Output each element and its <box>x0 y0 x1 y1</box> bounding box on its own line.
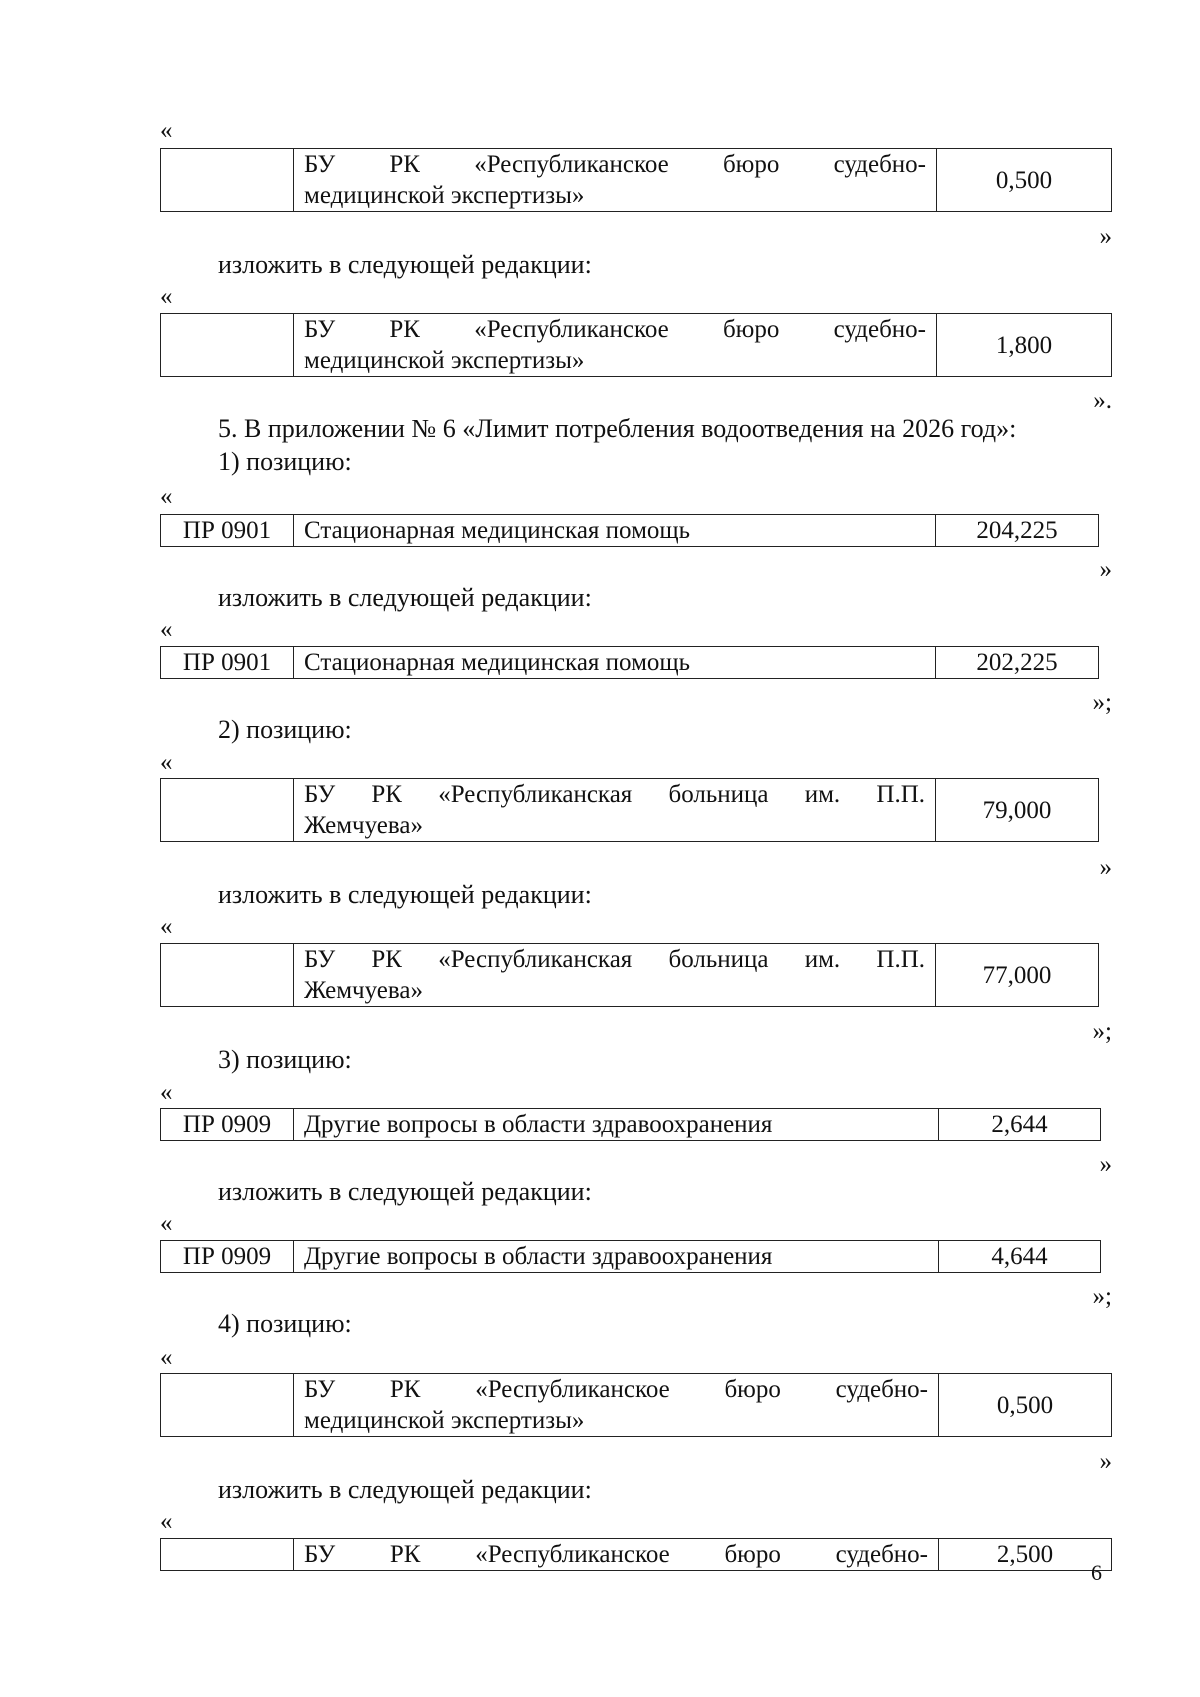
row-name-line1: БУ РК «Республиканское бюро судебно- <box>304 1376 928 1403</box>
row-value: 77,000 <box>936 944 1099 1007</box>
row-value: 1,800 <box>937 314 1112 377</box>
row-name <box>294 314 937 377</box>
row-value: 0,500 <box>937 149 1112 212</box>
table-row-e-old <box>160 1373 1112 1437</box>
row-name <box>294 944 936 1007</box>
amend-phrase: изложить в следующей редакции: <box>218 1475 592 1504</box>
row-code <box>161 944 294 1007</box>
row-value: 79,000 <box>936 779 1099 842</box>
row-name-line1: БУ РК «Республиканское бюро судебно- <box>304 316 926 343</box>
item-1-label: 1) позицию: <box>218 447 352 476</box>
row-name: Другие вопросы в области здравоохранения <box>294 1109 939 1141</box>
row-name-line2: медицинской экспертизы» <box>304 1407 585 1434</box>
row-name-line1: БУ РК «Республиканское бюро судебно- <box>304 151 926 178</box>
row-value: 4,644 <box>939 1241 1101 1273</box>
row-value: 0,500 <box>939 1374 1112 1437</box>
page-number: 6 <box>1091 1560 1102 1585</box>
row-code: ПР 0909 <box>161 1241 294 1273</box>
table-row-d-old <box>160 1108 1101 1141</box>
table-row-d-new <box>160 1240 1101 1273</box>
row-name-line2: Жемчуева» <box>304 977 423 1004</box>
row-name-line1: БУ РК «Республиканская больница им. П.П. <box>304 781 925 808</box>
row-name-line1: БУ РК «Республиканская больница им. П.П. <box>304 946 925 973</box>
close-quote: » <box>1099 1151 1112 1178</box>
row-name: Другие вопросы в области здравоохранения <box>294 1241 939 1273</box>
open-quote: « <box>160 283 173 310</box>
table-row-b-old <box>160 514 1099 547</box>
open-quote: « <box>160 1344 173 1371</box>
amend-phrase: изложить в следующей редакции: <box>218 880 592 909</box>
row-name <box>294 149 937 212</box>
open-quote: « <box>160 483 173 510</box>
amend-phrase: изложить в следующей редакции: <box>218 250 592 279</box>
row-code <box>161 779 294 842</box>
row-value: 202,225 <box>936 647 1099 679</box>
row-name-line2: медицинской экспертизы» <box>304 347 585 374</box>
close-quote: »; <box>1092 1283 1112 1310</box>
row-code <box>161 314 294 377</box>
item-3-label: 3) позицию: <box>218 1045 352 1074</box>
table-row-e-new <box>160 1538 1112 1571</box>
table-row-b-new <box>160 646 1099 679</box>
open-quote: « <box>160 616 173 643</box>
open-quote: « <box>160 1079 173 1106</box>
amend-phrase: изложить в следующей редакции: <box>218 583 592 612</box>
row-code: ПР 0909 <box>161 1109 294 1141</box>
row-name <box>294 1539 939 1571</box>
row-name-line1: БУ РК «Республиканское бюро судебно- <box>304 1541 928 1568</box>
open-quote: « <box>160 749 173 776</box>
row-name: Стационарная медицинская помощь <box>294 515 936 547</box>
row-name-line2: Жемчуева» <box>304 812 423 839</box>
close-quote: » <box>1099 854 1112 881</box>
close-quote: ». <box>1093 387 1112 414</box>
row-code: ПР 0901 <box>161 647 294 679</box>
close-quote: » <box>1099 223 1112 250</box>
open-quote: « <box>160 1508 173 1535</box>
row-name: Стационарная медицинская помощь <box>294 647 936 679</box>
close-quote: »; <box>1092 689 1112 716</box>
row-code <box>161 1374 294 1437</box>
close-quote: »; <box>1092 1018 1112 1045</box>
item-2-label: 2) позицию: <box>218 715 352 744</box>
row-value: 2,500 <box>939 1539 1112 1571</box>
amend-phrase: изложить в следующей редакции: <box>218 1177 592 1206</box>
row-code <box>161 1539 294 1571</box>
row-code: ПР 0901 <box>161 515 294 547</box>
table-row-a-old <box>160 148 1112 212</box>
table-row-c-new <box>160 943 1099 1007</box>
table-row-c-old <box>160 778 1099 842</box>
row-value: 204,225 <box>936 515 1099 547</box>
open-quote: « <box>160 117 173 144</box>
close-quote: » <box>1099 556 1112 583</box>
row-name <box>294 779 936 842</box>
item-4-label: 4) позицию: <box>218 1309 352 1338</box>
row-value: 2,644 <box>939 1109 1101 1141</box>
row-name-line2: медицинской экспертизы» <box>304 182 585 209</box>
paragraph-5: 5. В приложении № 6 «Лимит потребления водоотведения на 2026 год»: <box>218 414 1017 443</box>
row-name <box>294 1374 939 1437</box>
close-quote: » <box>1099 1448 1112 1475</box>
open-quote: « <box>160 1210 173 1237</box>
table-row-a-new <box>160 313 1112 377</box>
open-quote: « <box>160 913 173 940</box>
row-code <box>161 149 294 212</box>
